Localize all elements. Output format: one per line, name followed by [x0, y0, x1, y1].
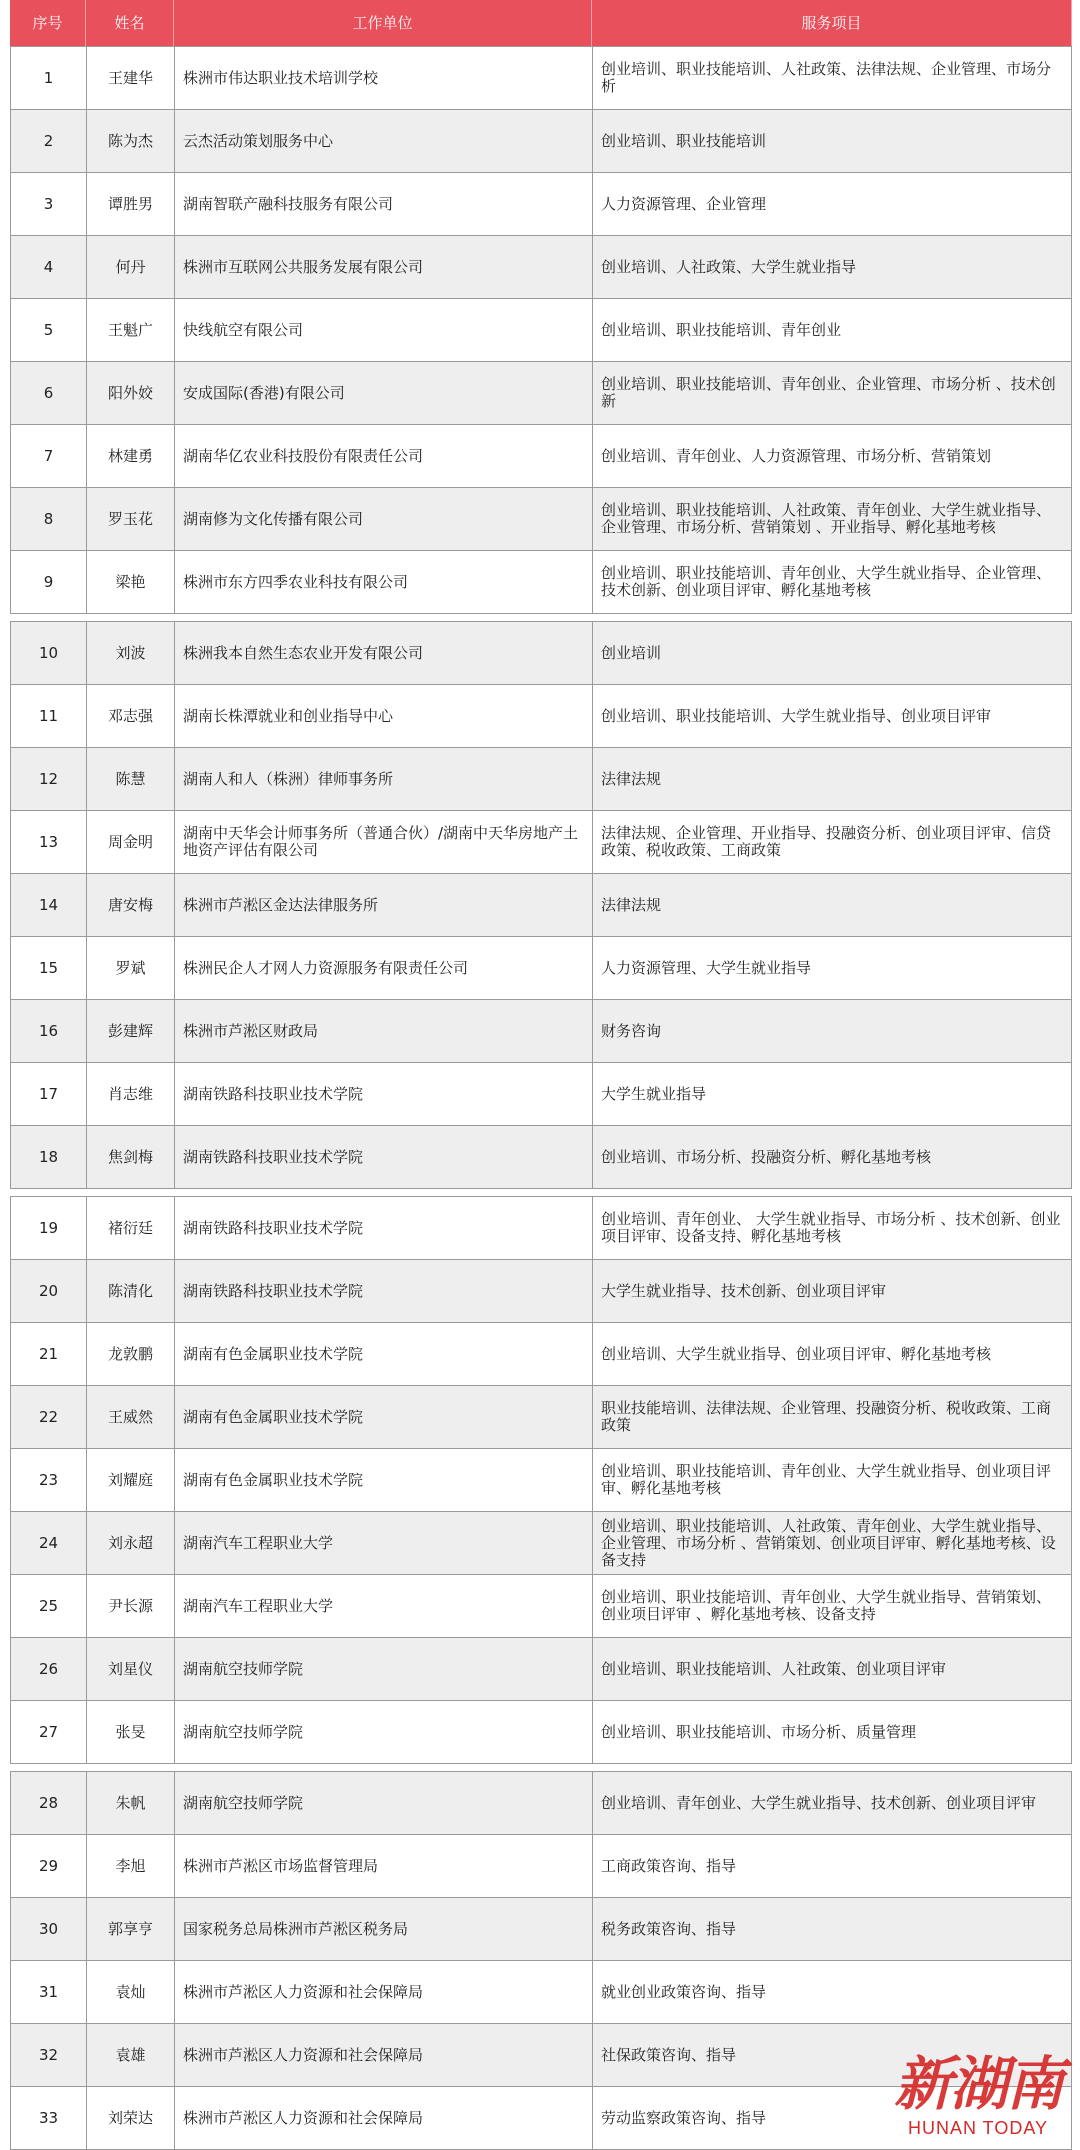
row-services: 创业培训、职业技能培训、青年创业、大学生就业指导、营销策划、创业项目评审 、孵化基地考核、设备支持 — [601, 1588, 1052, 1623]
row-services: 创业培训、职业技能培训、市场分析、质量管理 — [601, 1722, 917, 1741]
row-name: 陈清化 — [87, 1260, 175, 1322]
table-row — [11, 1772, 1071, 1835]
row-name: 尹长源 — [87, 1575, 175, 1637]
row-org: 湖南华亿农业科技股份有限责任公司 — [175, 425, 593, 487]
row-services: 创业培训、职业技能培训、人社政策、创业项目评审 — [601, 1659, 947, 1678]
table-row — [11, 748, 1071, 811]
row-org: 株洲市芦淞区人力资源和社会保障局 — [175, 2087, 593, 2149]
row-num: 1 — [11, 47, 87, 109]
row-num: 13 — [11, 811, 87, 873]
row-num: 32 — [11, 2024, 87, 2086]
table-row — [11, 551, 1071, 614]
header-services: 服务项目 — [592, 0, 1072, 46]
block-gap — [10, 1189, 1072, 1196]
row-name: 刘耀庭 — [87, 1449, 175, 1511]
row-num: 26 — [11, 1638, 87, 1700]
row-name: 郭享亨 — [87, 1898, 175, 1960]
table-row — [11, 236, 1071, 299]
experts-table — [10, 0, 1072, 2150]
row-services: 税务政策咨询、指导 — [601, 1919, 737, 1938]
row-name: 肖志维 — [87, 1063, 175, 1125]
row-name: 王威然 — [87, 1386, 175, 1448]
table-row — [11, 937, 1071, 1000]
row-org: 湖南航空技师学院 — [175, 1638, 593, 1700]
row-org: 湖南汽车工程职业大学 — [175, 1575, 593, 1637]
table-row — [11, 425, 1071, 488]
row-services: 人力资源管理、企业管理 — [601, 194, 767, 213]
row-org: 快线航空有限公司 — [175, 299, 593, 361]
row-num: 33 — [11, 2087, 87, 2149]
row-services: 法律法规 — [601, 895, 662, 914]
row-org: 株洲我本自然生态农业开发有限公司 — [175, 622, 593, 684]
row-org: 安成国际(香港)有限公司 — [175, 362, 593, 424]
row-services: 创业培训、青年创业、 大学生就业指导、市场分析 、技术创新、创业项目评审、设备支持、孵化基地考核 — [601, 1210, 1061, 1245]
row-name: 刘永超 — [87, 1512, 175, 1574]
row-org: 株洲民企人才网人力资源服务有限责任公司 — [175, 937, 593, 999]
table-row — [11, 1961, 1071, 2024]
table-row — [11, 47, 1071, 110]
table-row — [11, 1835, 1071, 1898]
header-name: 姓名 — [86, 0, 174, 46]
row-org: 湖南智联产融科技服务有限公司 — [175, 173, 593, 235]
table-row — [11, 874, 1071, 937]
table-row — [11, 1386, 1071, 1449]
row-name: 唐安梅 — [87, 874, 175, 936]
row-org: 湖南铁路科技职业技术学院 — [175, 1197, 593, 1259]
row-org: 湖南航空技师学院 — [175, 1701, 593, 1763]
row-num: 27 — [11, 1701, 87, 1763]
table-block — [10, 621, 1072, 1189]
row-org: 国家税务总局株洲市芦淞区税务局 — [175, 1898, 593, 1960]
row-num: 24 — [11, 1512, 87, 1574]
row-num: 2 — [11, 110, 87, 172]
watermark-logo — [888, 2051, 1068, 2139]
row-services: 创业培训、大学生就业指导、创业项目评审、孵化基地考核 — [601, 1344, 992, 1363]
table-row — [11, 1512, 1071, 1575]
table-row — [11, 299, 1071, 362]
row-name: 李旭 — [87, 1835, 175, 1897]
row-num: 18 — [11, 1126, 87, 1188]
row-org: 株洲市芦淞区金达法律服务所 — [175, 874, 593, 936]
row-services: 社保政策咨询、指导 — [601, 2045, 737, 2064]
table-row — [11, 173, 1071, 236]
row-name: 焦剑梅 — [87, 1126, 175, 1188]
watermark-sub: HUNAN TODAY — [907, 2118, 1049, 2138]
row-services: 创业培训、职业技能培训、人社政策、青年创业、大学生就业指导、企业管理、市场分析 、营销策划、创业项目评审、孵化基地考核、设备支持 — [601, 1516, 1056, 1569]
row-org: 株洲市芦淞区人力资源和社会保障局 — [175, 2024, 593, 2086]
row-name: 谭胜男 — [87, 173, 175, 235]
row-services: 创业培训、职业技能培训、青年创业、企业管理、市场分析 、技术创新 — [601, 375, 1056, 410]
row-org: 湖南有色金属职业技术学院 — [175, 1323, 593, 1385]
row-services: 大学生就业指导、技术创新、创业项目评审 — [601, 1281, 887, 1300]
row-org: 湖南航空技师学院 — [175, 1772, 593, 1834]
row-org: 株洲市伟达职业技术培训学校 — [175, 47, 593, 109]
row-num: 17 — [11, 1063, 87, 1125]
row-name: 罗玉花 — [87, 488, 175, 550]
table-row — [11, 1063, 1071, 1126]
table-row — [11, 1638, 1071, 1701]
row-name: 彭建辉 — [87, 1000, 175, 1062]
row-services: 法律法规、企业管理、开业指导、投融资分析、创业项目评审、信贷政策、税收政策、工商政策 — [601, 824, 1052, 859]
row-name: 刘荣达 — [87, 2087, 175, 2149]
row-services: 创业培训 — [601, 643, 662, 662]
row-services: 创业培训、人社政策、大学生就业指导 — [601, 257, 857, 276]
row-num: 5 — [11, 299, 87, 361]
table-block — [10, 47, 1072, 614]
row-name: 袁雄 — [87, 2024, 175, 2086]
row-org: 湖南铁路科技职业技术学院 — [175, 1063, 593, 1125]
row-services: 人力资源管理、大学生就业指导 — [601, 958, 812, 977]
row-name: 朱帆 — [87, 1772, 175, 1834]
row-num: 19 — [11, 1197, 87, 1259]
row-num: 23 — [11, 1449, 87, 1511]
row-name: 林建勇 — [87, 425, 175, 487]
row-org: 湖南汽车工程职业大学 — [175, 1512, 593, 1574]
row-name: 阳外姣 — [87, 362, 175, 424]
row-org: 湖南铁路科技职业技术学院 — [175, 1126, 593, 1188]
table-row — [11, 1126, 1071, 1189]
block-gap — [10, 1764, 1072, 1771]
row-services: 创业培训、市场分析、投融资分析、孵化基地考核 — [601, 1147, 932, 1166]
table-row — [11, 488, 1071, 551]
row-num: 3 — [11, 173, 87, 235]
row-num: 11 — [11, 685, 87, 747]
row-name: 梁艳 — [87, 551, 175, 613]
row-num: 30 — [11, 1898, 87, 1960]
row-name: 褚衍廷 — [87, 1197, 175, 1259]
table-row — [11, 110, 1071, 173]
row-services: 创业培训、职业技能培训、人社政策、青年创业、大学生就业指导、企业管理、市场分析、营销策划 、开业指导、孵化基地考核 — [601, 501, 1052, 536]
row-services: 创业培训、职业技能培训、青年创业、大学生就业指导、创业项目评审、孵化基地考核 — [601, 1462, 1052, 1497]
row-num: 16 — [11, 1000, 87, 1062]
row-services: 就业创业政策咨询、指导 — [601, 1982, 767, 2001]
table-row — [11, 622, 1071, 685]
row-org: 株洲市互联网公共服务发展有限公司 — [175, 236, 593, 298]
row-name: 邓志强 — [87, 685, 175, 747]
row-num: 21 — [11, 1323, 87, 1385]
row-services: 创业培训、职业技能培训、人社政策、法律法规、企业管理、市场分析 — [601, 60, 1052, 95]
row-name: 何丹 — [87, 236, 175, 298]
table-row — [11, 1449, 1071, 1512]
row-name: 罗斌 — [87, 937, 175, 999]
row-services: 创业培训、职业技能培训、青年创业 — [601, 320, 842, 339]
table-block — [10, 1196, 1072, 1764]
row-org: 湖南长株潭就业和创业指导中心 — [175, 685, 593, 747]
table-row — [11, 1323, 1071, 1386]
table-row — [11, 1197, 1071, 1260]
row-name: 陈为杰 — [87, 110, 175, 172]
row-services: 职业技能培训、法律法规、企业管理、投融资分析、税收政策、工商政策 — [601, 1399, 1052, 1434]
row-services: 创业培训、职业技能培训、大学生就业指导、创业项目评审 — [601, 706, 992, 725]
row-services: 大学生就业指导 — [601, 1084, 707, 1103]
block-gap — [10, 614, 1072, 621]
row-name: 刘星仪 — [87, 1638, 175, 1700]
table-header — [10, 0, 1072, 47]
header-num: 序号 — [10, 0, 86, 46]
watermark-main: 新湖南 — [893, 2050, 1062, 2118]
table-row — [11, 1898, 1071, 1961]
table-row — [11, 1575, 1071, 1638]
row-name: 龙敦鹏 — [87, 1323, 175, 1385]
row-services: 创业培训、青年创业、人力资源管理、市场分析、营销策划 — [601, 446, 992, 465]
row-org: 湖南有色金属职业技术学院 — [175, 1449, 593, 1511]
table-row — [11, 1260, 1071, 1323]
row-name: 陈慧 — [87, 748, 175, 810]
row-org: 株洲市芦淞区市场监督管理局 — [175, 1835, 593, 1897]
row-services: 财务咨询 — [601, 1021, 662, 1040]
row-name: 王魁广 — [87, 299, 175, 361]
row-services: 创业培训、职业技能培训、青年创业、大学生就业指导、企业管理、技术创新、创业项目评审、孵化基地考核 — [601, 564, 1052, 599]
row-name: 王建华 — [87, 47, 175, 109]
row-name: 周金明 — [87, 811, 175, 873]
row-num: 31 — [11, 1961, 87, 2023]
table-row — [11, 1701, 1071, 1764]
row-num: 4 — [11, 236, 87, 298]
row-org: 湖南有色金属职业技术学院 — [175, 1386, 593, 1448]
row-num: 22 — [11, 1386, 87, 1448]
row-num: 20 — [11, 1260, 87, 1322]
row-org: 湖南人和人（株洲）律师事务所 — [175, 748, 593, 810]
row-num: 14 — [11, 874, 87, 936]
row-services: 工商政策咨询、指导 — [601, 1856, 737, 1875]
table-row — [11, 811, 1071, 874]
row-services: 创业培训、青年创业、大学生就业指导、技术创新、创业项目评审 — [601, 1793, 1037, 1812]
row-name: 袁灿 — [87, 1961, 175, 2023]
table-row — [11, 685, 1071, 748]
row-num: 10 — [11, 622, 87, 684]
row-org: 湖南铁路科技职业技术学院 — [175, 1260, 593, 1322]
row-num: 29 — [11, 1835, 87, 1897]
row-name: 张旻 — [87, 1701, 175, 1763]
table-row — [11, 1000, 1071, 1063]
row-num: 12 — [11, 748, 87, 810]
row-org: 云杰活动策划服务中心 — [175, 110, 593, 172]
row-num: 25 — [11, 1575, 87, 1637]
row-num: 7 — [11, 425, 87, 487]
row-org: 湖南修为文化传播有限公司 — [175, 488, 593, 550]
row-org: 株洲市东方四季农业科技有限公司 — [175, 551, 593, 613]
row-services: 劳动监察政策咨询、指导 — [601, 2108, 767, 2127]
row-org: 株洲市芦淞区人力资源和社会保障局 — [175, 1961, 593, 2023]
row-num: 9 — [11, 551, 87, 613]
row-num: 15 — [11, 937, 87, 999]
row-services: 法律法规 — [601, 769, 662, 788]
row-org: 株洲市芦淞区财政局 — [175, 1000, 593, 1062]
row-name: 刘波 — [87, 622, 175, 684]
header-org: 工作单位 — [174, 0, 592, 46]
row-num: 28 — [11, 1772, 87, 1834]
row-services: 创业培训、职业技能培训 — [601, 131, 767, 150]
row-num: 8 — [11, 488, 87, 550]
row-num: 6 — [11, 362, 87, 424]
row-org: 湖南中天华会计师事务所（普通合伙）/湖南中天华房地产土地资产评估有限公司 — [175, 811, 593, 873]
table-row — [11, 362, 1071, 425]
